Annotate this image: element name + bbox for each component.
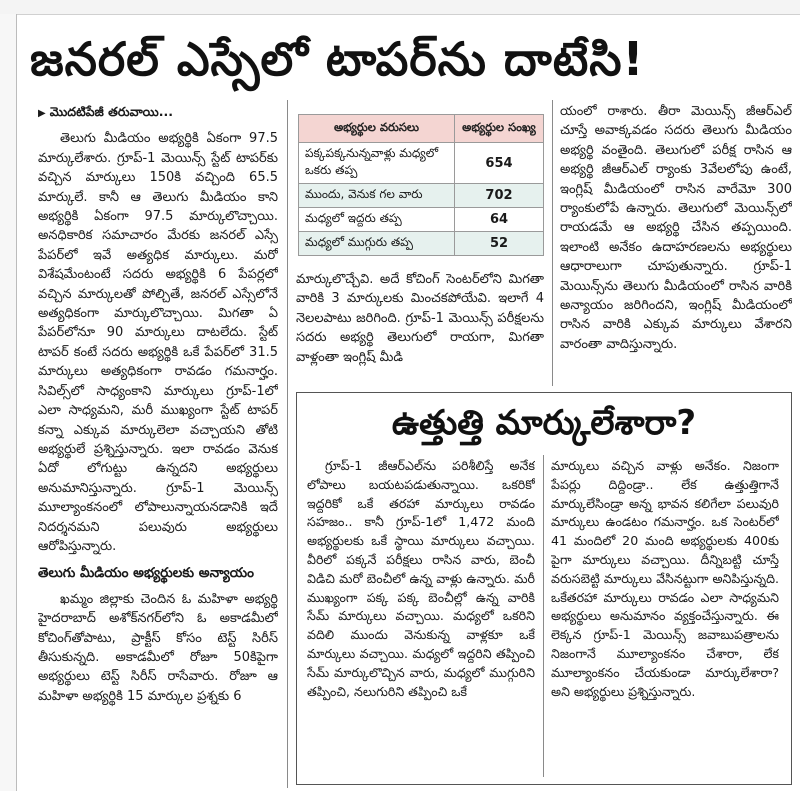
top-strip bbox=[0, 0, 800, 15]
table-row-label: ముందు, వెనుక గల వారు bbox=[299, 184, 455, 208]
boxed-article-title: ఉత్తుత్తి మార్కులేశారా? bbox=[391, 403, 697, 443]
table-header-rows: అభ్యర్థుల వరుసలు bbox=[299, 115, 455, 143]
column-3 bbox=[560, 102, 792, 387]
table-row bbox=[299, 184, 544, 208]
table-row bbox=[299, 232, 544, 256]
col2-paragraph: మార్కులొచ్చేవి. అదే కోచింగ్‌ సెంటర్‌లోని మిగతా వారికి 3 మార్కులకు మించకపోయేవి. ఇలాగే 4 నెలలపాటు జరిగింది. గ్రూప్‌-1 మెయిన్స్‌ పరీక్షలను సదరు అభ్యర్థి తెలుగులో రాయగా, మిగతా వాళ్లంతా ఇంగ్లిష్‌ మీడి bbox=[296, 272, 544, 365]
arrow-right-icon: ▶ bbox=[38, 108, 46, 119]
main-headline: జనరల్ ఎస్సేలో టాపర్‌ను దాటేసి! bbox=[30, 32, 645, 86]
col1-paragraph-2: ఖమ్మం జిల్లాకు చెందిన ఓ మహిళా అభ్యర్థి హైదరాబాద్‌ అశోక్‌నగర్‌లోని ఓ అకాడమీలో కోచింగ్‌తోపాటు, ప్రాక్టీస్‌ కోసం టెస్ట్‌ సిరీస్‌ తీసుకున్నది. అకాడమీలో రోజూ 50కిపైగా అభ్యర్థులు టెస్ట్‌ సిరీస్‌ రాసేవారు. రోజూ ఆ మహిళా అభ్యర్థికి 15 మార్కుల ప్రశ్నకు 6 bbox=[38, 591, 278, 704]
continued-kicker bbox=[38, 102, 278, 123]
table-row-count: 702 bbox=[455, 184, 544, 208]
table-row-label: పక్కపక్కనున్నవాళ్లు మధ్యలో ఒకరు తప్ప bbox=[299, 143, 455, 184]
table-header-row bbox=[299, 115, 544, 143]
table-header-count: అభ్యర్థుల సంఖ్య bbox=[455, 115, 544, 143]
boxed-left-paragraph: గ్రూప్‌-1 జీఆర్‌ఎల్‌ను పరిశీలిస్తే అనేక లోపాలు బయటపడుతున్నాయి. ఒకరికో ఇద్దరికో ఒకే తరహా మార్కులు రావడం సహజం.. కానీ గ్రూప్‌-1లో 1,472 మంది అభ్యర్థులకు ఒకే స్థాయి మార్కులు వచ్చాయి. వీరిలో పక్కనే పరీక్షలు రాసిన వారు, బెంచీ విడిచి మరో బెంచీలో ఉన్న వాళ్లు ఉన్నారు. మరీ ముఖ్యంగా పక్క పక్క బెంచీల్లో ఉన్న వారికి సేమ్‌ మార్కులు వచ్చాయి. మధ్యలో ఒకరిని వదిలి ముందు వెనుకున్న వాళ్లకూ ఒకే మార్కులు వచ్చాయి. మధ్యలో ఇద్దరిని తప్పించి సేమ్‌ మార్కులొచ్చిన వారు, మధ్యలో ముగ్గురిని తప్పించి, నలుగురిని తప్పించి ఒకే bbox=[307, 458, 535, 699]
table-row-count: 654 bbox=[455, 143, 544, 184]
column-divider-2 bbox=[552, 100, 553, 386]
table-row-count: 52 bbox=[455, 232, 544, 256]
boxed-article bbox=[296, 392, 792, 785]
column-1 bbox=[38, 102, 278, 787]
col3-paragraph: యంలో రాశారు. తీరా మెయిన్స్‌ జీఆర్‌ఎల్‌ చూస్తే అవాక్కవడం సదరు తెలుగు మీడియం అభ్యర్థి వంతైంది. తెలుగులో పరీక్ష రాసిన ఆ అభ్యర్థి జీఆర్‌ఎల్‌ ర్యాంకు 3వేలలోపు ఉంటే, ఇంగ్లిష్‌ మీడియంలో రాసిన వారేమో 300 ర్యాంకులోపే ఉన్నారు. తెలుగులో మెయిన్స్‌లో రాయడమే ఆ అభ్యర్థి చేసిన తప్పయింది. ఇలాంటి అనేకం ఉదాహరణలను అభ్యర్థులు ఆధారాలుగా చూపుతున్నారు. గ్రూప్‌-1 మెయిన్స్‌ను తెలుగు మీడియంలో రాసిన వారికి అన్యాయం జరిగిందని, ఇంగ్లిష్‌ మీడియంలో రాసిన వారికి ఎక్కువ మార్కులు వేశారని వారంతా వాదిస్తున్నారు. bbox=[560, 104, 792, 352]
boxed-column-divider bbox=[543, 455, 544, 777]
table-row bbox=[299, 143, 544, 184]
table-row-label: మధ్యలో ఇద్దరు తప్ప bbox=[299, 208, 455, 232]
subhead-telugu-medium: తెలుగు మీడియం అభ్యర్థులకు అన్యాయం bbox=[38, 565, 255, 582]
boxed-right-paragraph: మార్కులు వచ్చిన వాళ్లు అనేకం. నిజంగా పేపర్లు దిద్దిండ్రా.. లేక ఉత్తుత్తిగానే మార్కులేసిండ్రా అన్న భావన కలిగేలా పలువురి మార్కులు ఉండటం గమనార్హం. ఒక సెంటర్‌లో 41 మందిలో 20 మంది అభ్యర్థులకు 400కు పైగా మార్కులు వచ్చాయి. దీన్నిబట్టి చూస్తే వరుసబెట్టి మార్కులు వేసినట్టుగా అనిపిస్తున్నది. ఒకేతరహా మార్కులు రావడం ఎలా సాధ్యమని అభ్యర్థులు అనుమానం వ్యక్తంచేస్తున్నారు. ఈ లెక్కన గ్రూప్‌-1 మెయిన్స్‌ జవాబుపత్రాలను నిజంగానే మూల్యాంకనం చేశారా, లేక మూల్యాంకనం చేయకుండా మార్కులేశారా? అని అభ్యర్థులు ప్రశ్నిస్తున్నారు. bbox=[551, 458, 779, 699]
col1-paragraph: తెలుగు మీడియం అభ్యర్థికి ఏకంగా 97.5 మార్కులేశారు. గ్రూప్‌-1 మెయిన్స్‌ స్టేట్‌ టాపర్‌కు వచ్చిన మార్కులు 150కి వచ్చింది 65.5 మార్కులే. కానీ ఆ తెలుగు మీడియం కాని అభ్యర్థికి ఏకంగా 97.5 మార్కులొచ్చాయి. అనధికారిక సమాచారం మేరకు జనరల్‌ ఎస్సే పేపర్‌లో ఇవే అత్యధిక మార్కులు. మరో విశేషమేంటంటే సదరు అభ్యర్థికి 6 పేపర్లలో వచ్చిన మార్కులతో పోల్చితే, జనరల్‌ ఎస్సేలోనే అత్యధికంగా మార్కులొచ్చాయి. మిగతా ఏ పేపర్‌లోనూ 90 మార్కులు దాటలేదు. స్టేట్‌ టాపర్‌ కంటే సదరు అభ్యర్థికి ఒకే పేపర్‌లో 31.5 మార్కులు అత్యధికంగా రావడం గమనార్హం. సివిల్స్‌లో సాధ్యంకాని మార్కులు గ్రూప్‌-1లో ఎలా సాధ్యమని, మరీ ముఖ్యంగా స్టేట్‌ టాపర్‌ కన్నా ఎక్కువ మార్కులెలా వచ్చాయని తోటి అభ్యర్థులే ప్రశ్నిస్తున్నారు. ఇలా రావడం వెనుక ఏదో లోగుట్టు ఉన్నదని అభ్యర్థులు అనుమానిస్తున్నారు. గ్రూప్‌-1 మెయిన్స్‌ మూల్యాంకనంలో లోపాలున్నాయనడానికి ఇదే నిదర్శనమని పలువురు అభ్యర్థులు ఆరోపిస్తున్నారు. bbox=[38, 131, 278, 554]
table-row bbox=[299, 208, 544, 232]
column-divider-1 bbox=[287, 100, 288, 788]
candidate-rows-table bbox=[298, 114, 544, 256]
table-row-count: 64 bbox=[455, 208, 544, 232]
boxed-article-right-column bbox=[551, 457, 779, 779]
boxed-article-left-column bbox=[307, 457, 535, 779]
table-row-label: మధ్యలో ముగ్గురు తప్ప bbox=[299, 232, 455, 256]
column-2-text bbox=[296, 270, 544, 385]
kicker-text: మొదటిపేజీ తరువాయి... bbox=[49, 104, 173, 119]
left-gutter bbox=[0, 14, 17, 791]
